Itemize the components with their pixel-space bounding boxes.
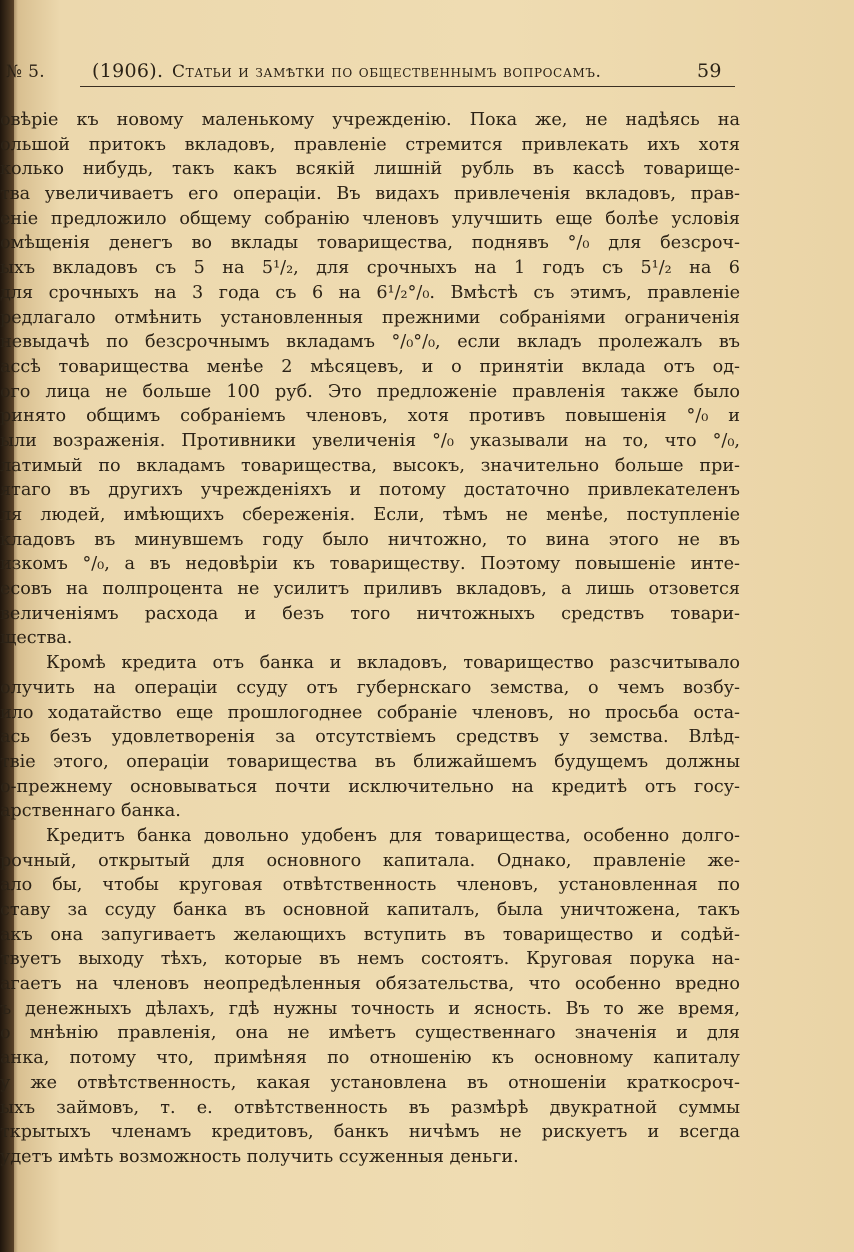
text-line: латимый по вкладамъ товарищества, высокъ, значительно больше при-	[0, 455, 740, 476]
text-line: ля людей, имѣющихъ сбереженія. Если, тѣмъ не менѣе, поступленіе	[0, 505, 740, 525]
body-text	[0, 108, 740, 1170]
text-line: есовъ на полпроцента не усилитъ приливъ вкладовъ, а лишь отзовется	[0, 579, 740, 600]
text-line: ась безъ удовлетворенія за отсутствіемъ средствъ у земства. Влѣд-	[0, 727, 740, 748]
paragraph	[0, 651, 740, 824]
text-line: ткрытыхъ членамъ кредитовъ, банкъ ничѣмъ не рискуетъ и всегда	[0, 1122, 740, 1143]
text-line: ринято общимъ собраніемъ членовъ, хотя противъ повышенія °/₀ и	[0, 406, 740, 427]
text-line: тва увеличиваетъ его операціи. Въ видахъ привлеченія вкладовъ, прав-	[0, 184, 740, 205]
text-line: кладовъ въ минувшемъ году было ничтожно, то вина этого не въ	[0, 529, 740, 550]
text-line: ыхъ вкладовъ съ 5 на 5¹/₂, для срочныхъ на 1 годъ съ 5¹/₂ на 6	[0, 258, 740, 279]
text-line: ыли возраженія. Противники увеличенія °/₀ указывали на то, что °/₀,	[0, 430, 740, 451]
text-line: щества.	[0, 628, 73, 649]
text-line: редлагало отмѣнить установленныя прежними собраніями ограниченія	[0, 307, 740, 328]
text-line: ольшой притокъ вкладовъ, правленіе стремится привлекать ихъ хотя	[0, 134, 740, 155]
header-rule	[80, 86, 735, 87]
text-line: твіе этого, операціи товарищества въ ближайшемъ будущемъ должны	[0, 751, 740, 772]
paragraph	[0, 824, 740, 1170]
running-header	[0, 58, 740, 88]
text-line: акъ она запугиваетъ желающихъ вступить въ товарищество и содѣй-	[0, 924, 740, 945]
text-line: невыдачѣ по безсрочнымъ вкладамъ °/₀°/₀, если вкладъ пролежалъ въ	[0, 332, 740, 353]
text-line: у же отвѣтственность, какая установлена въ отношеніи краткосроч-	[0, 1072, 740, 1093]
text-line: Кромѣ кредита отъ банка и вкладовъ, товарищество разсчитывало	[46, 653, 740, 674]
text-line: величеніямъ расхода и безъ того ничтожныхъ средствъ товари-	[0, 603, 740, 624]
header-title: Статьи и замѣтки по общественнымъ вопросамъ.	[172, 62, 602, 82]
text-line: ъ денежныхъ дѣлахъ, гдѣ нужны точность и ясность. Въ то же время,	[0, 998, 740, 1019]
text-line: ассѣ товарищества менѣе 2 мѣсяцевъ, и о принятіи вклада отъ од-	[0, 356, 740, 377]
text-line: анка, потому что, примѣняя по отношенію къ основному капиталу	[0, 1048, 740, 1069]
text-line: ыхъ займовъ, т. е. отвѣтственность въ размѣрѣ двукратной суммы	[0, 1097, 740, 1118]
text-line: удетъ имѣть возможность получить ссуженныя деньги.	[0, 1146, 519, 1167]
page-number: 59	[697, 60, 722, 82]
text-line: агаетъ на членовъ неопредѣленныя обязательства, что особенно вредно	[0, 974, 740, 995]
issue-number: № 5.	[6, 62, 45, 82]
header-year: (1906).	[92, 60, 164, 82]
text-line: арственнаго банка.	[0, 801, 181, 822]
text-line: изкомъ °/₀, а въ недовѣріи къ товариществу. Поэтому повышеніе инте-	[0, 554, 740, 575]
text-line: о-прежнему основываться почти исключительно на кредитѣ отъ госу-	[0, 776, 740, 797]
text-line: рочный, открытый для основного капитала. Однако, правленіе же-	[0, 850, 740, 871]
text-line: ало бы, чтобы круговая отвѣтственность членовъ, установленная по	[0, 875, 740, 896]
text-line: Кредитъ банка довольно удобенъ для товарищества, особенно долго-	[46, 825, 740, 846]
text-line: ставу за ссуду банка въ основной капиталъ, была уничтожена, такъ	[0, 900, 740, 920]
text-line: овѣріе къ новому маленькому учрежденію. Пока же, не надѣясь на	[0, 110, 740, 130]
text-line: колько нибудь, такъ какъ всякій лишній рубль въ кассѣ товарище-	[0, 159, 740, 180]
text-line: олучить на операціи ссуду отъ губернскаго земства, о чемъ возбу-	[0, 677, 740, 698]
paragraph	[0, 108, 740, 651]
text-line: твуетъ выходу тѣхъ, которые въ немъ состоятъ. Круговая порука на-	[0, 949, 740, 970]
text-line: для срочныхъ на 3 года съ 6 на 6¹/₂°/₀. Вмѣстѣ съ этимъ, правленіе	[0, 282, 740, 303]
text-line: еніе предложило общему собранію членовъ улучшить еще болѣе условія	[0, 208, 740, 229]
text-line: омѣщенія денегъ во вклады товарищества, поднявъ °/₀ для безсроч-	[0, 233, 740, 254]
text-line: о мнѣнію правленія, она не имѣетъ существеннаго значенія и для	[0, 1023, 740, 1044]
text-line: ятаго въ другихъ учрежденіяхъ и потому достаточно привлекателенъ	[0, 480, 740, 501]
text-line: ого лица не больше 100 руб. Это предложеніе правленія также было	[0, 381, 740, 402]
text-line: ило ходатайство еще прошлогоднее собраніе членовъ, но просьба оста-	[0, 702, 740, 723]
